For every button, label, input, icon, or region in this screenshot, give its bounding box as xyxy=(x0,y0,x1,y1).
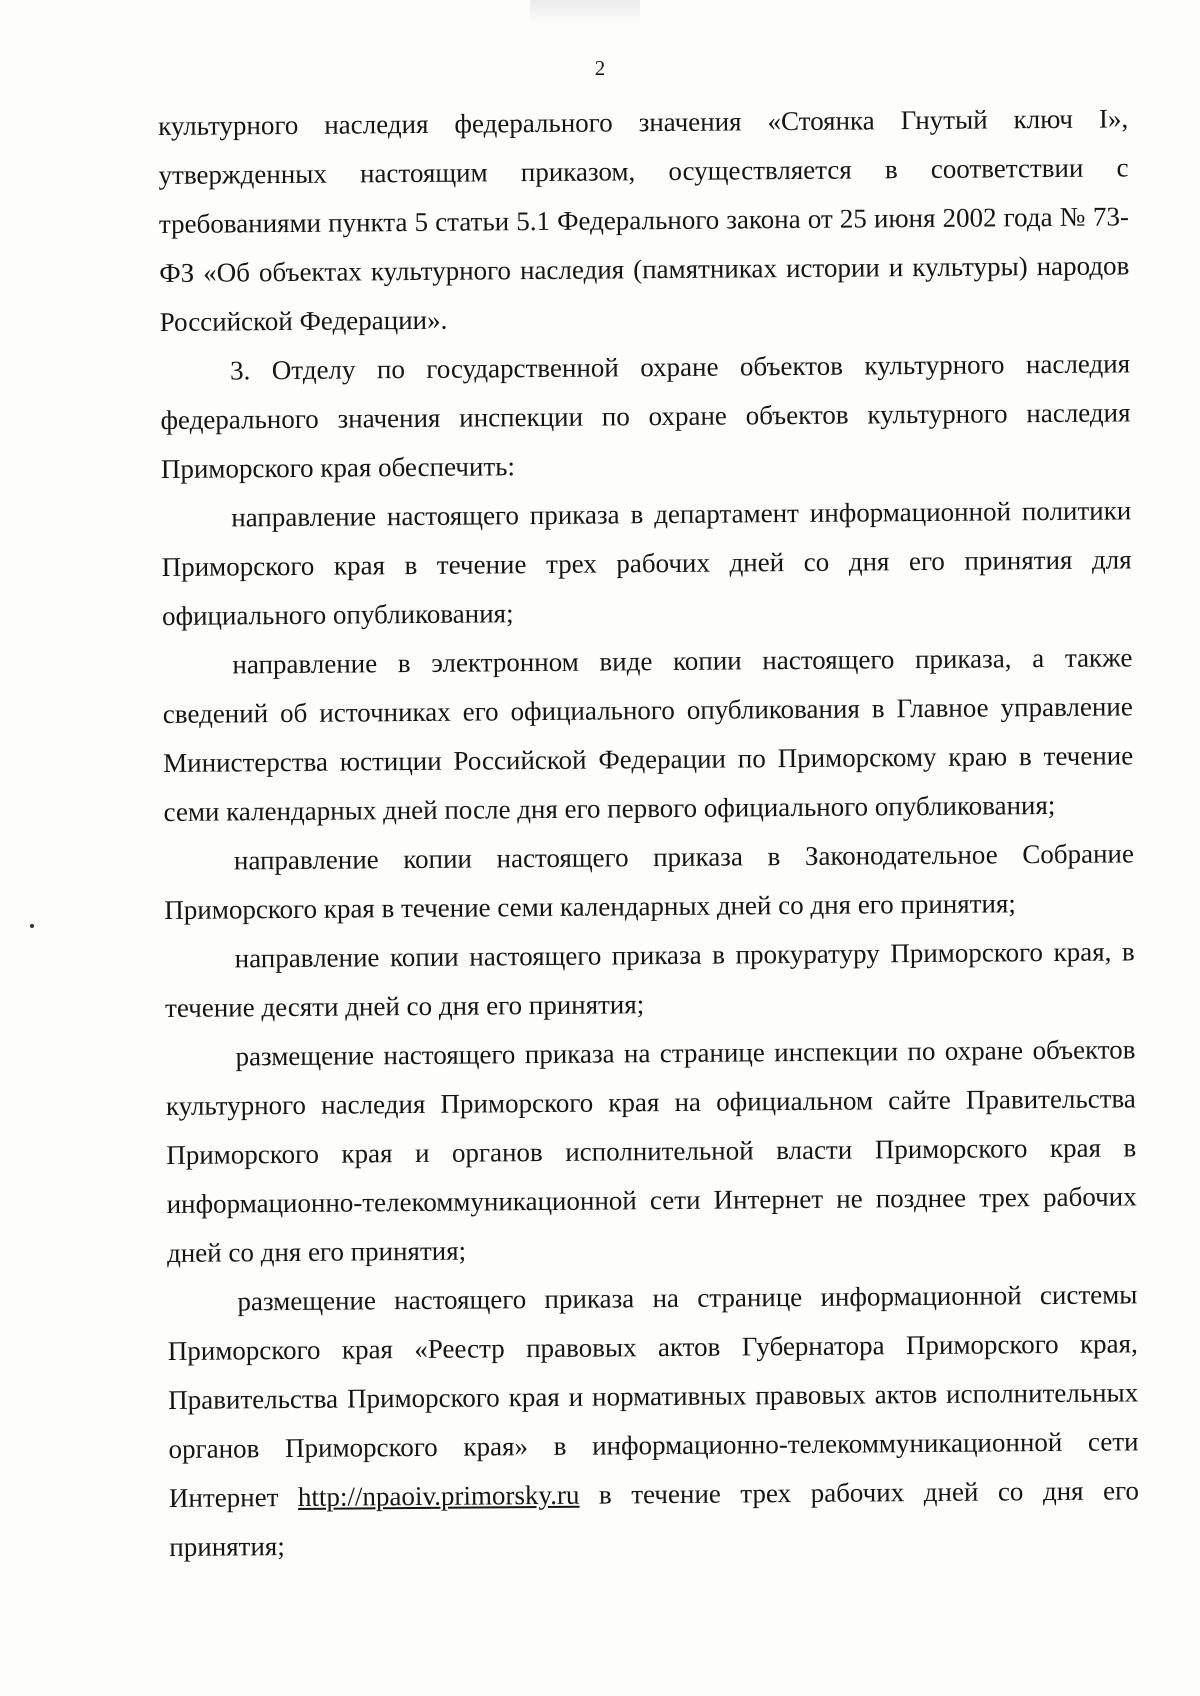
document-body xyxy=(158,94,1140,1572)
registry-link[interactable]: http://npaoiv.primorsky.ru xyxy=(297,1479,580,1512)
paragraph-text: в течение трех рабочих дней со дня его принятия; xyxy=(169,1475,1140,1562)
paragraph-text: направление копии настоящего приказа в Законодательное Собрание Приморского края в течение семи календарных дней со дня его принятия; xyxy=(164,838,1135,925)
paragraph-text: размещение настоящего приказа на странице инспекции по охране объектов культурного наследия Приморского края на официальном сайте Правительства Приморского края и органов исполнительной власти Приморского края в информационно-телекоммуникационной сети Интернет не позднее трех рабочих дней со дня его принятия; xyxy=(165,1034,1137,1268)
page-number: 2 xyxy=(594,56,606,80)
paragraph-info-policy xyxy=(161,486,1132,641)
paragraph-text: культурного наследия федерального значения «Стоянка Гнутый ключ I», утвержденных настоящим приказом, осуществляется в соответствии с требованиями пункта 5 статьи 5.1 Федерального закона от 25 июня 2002 года № 73-ФЗ «Об объектах культурного наследия (памятниках истории и культуры) народов Российской Федерации». xyxy=(158,103,1130,337)
paragraph-registry xyxy=(167,1270,1139,1572)
paragraph-prosecutor xyxy=(165,927,1136,1033)
paragraph-text: направление копии настоящего приказа в прокуратуру Приморского края, в течение десяти дней со дня его принятия; xyxy=(164,936,1135,1023)
paragraph-official-site xyxy=(165,1025,1137,1278)
paragraph-text: направление в электронном виде копии настоящего приказа, а также сведений об источниках его официального опубликования в Главное управление Министерства юстиции Российской Федерации по Приморскому краю в течение семи календарных дней после дня его первого официального опубликования; xyxy=(162,642,1134,827)
paragraph-1 xyxy=(158,94,1130,347)
scan-artifact xyxy=(530,0,640,24)
paragraph-text: 3. Отделу по государственной охране объектов культурного наследия федерального значения инспекции по охране объектов культурного наследия Приморского края обеспечить: xyxy=(160,348,1131,484)
paragraph-text: размещение настоящего приказа на странице информационной системы Приморского края «Реестр правовых актов Губернатора Приморского края, Правительства Приморского края и нормативных правовых актов исполнительных органов Приморского края» в информационно-телекоммуникационной сети Интернет xyxy=(167,1279,1139,1513)
paragraph-item-3 xyxy=(160,339,1131,494)
paragraph-legislative-assembly xyxy=(164,829,1135,935)
scan-speck xyxy=(30,924,34,928)
paragraph-ministry-justice xyxy=(162,633,1134,837)
paragraph-text: направление настоящего приказа в департамент информационной политики Приморского края в течение трех рабочих дней со дня его принятия для официального опубликования; xyxy=(161,495,1132,631)
